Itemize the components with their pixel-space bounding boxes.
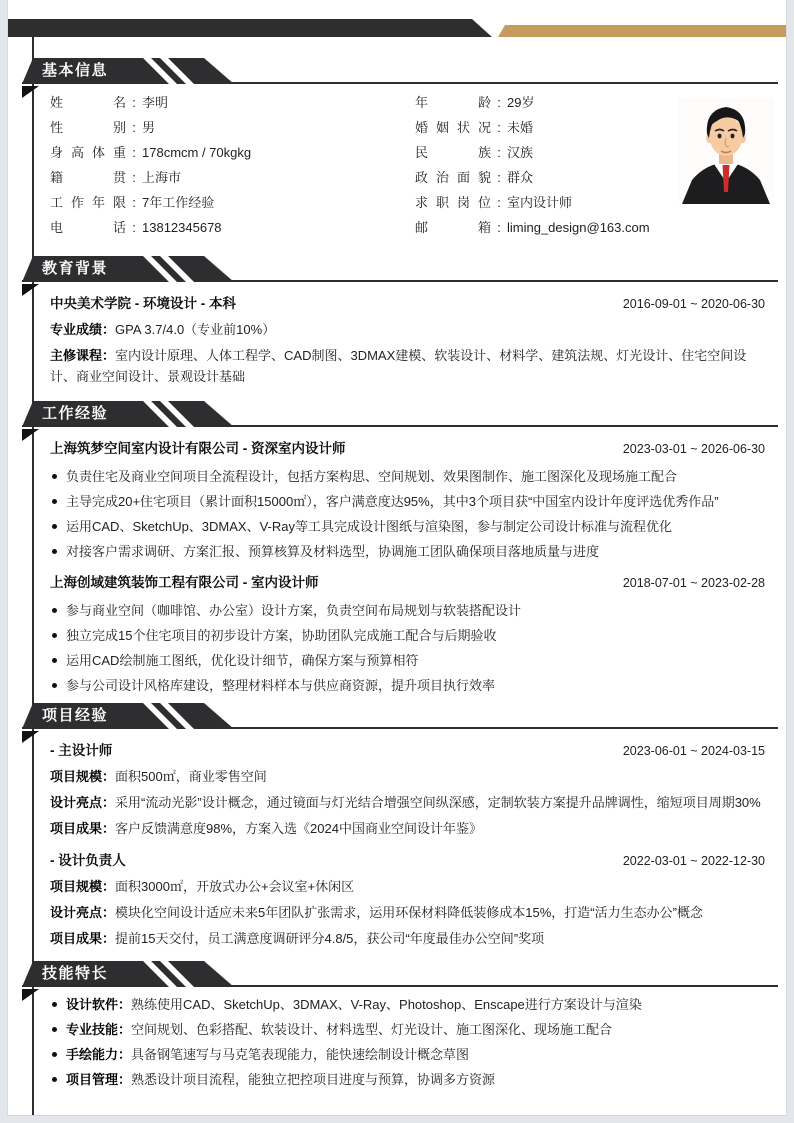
ribbon-fold (22, 284, 39, 296)
project-detail (50, 792, 765, 813)
field-label: 年龄 (415, 95, 491, 110)
skill-item (50, 1020, 765, 1039)
detail-label: 设计亮点： (50, 795, 116, 810)
project-detail (50, 818, 765, 839)
skill-label: 设计软件： (66, 997, 132, 1012)
basic-info-body (50, 90, 765, 240)
colon: : (132, 195, 136, 210)
job-bullet: 独立完成15个住宅项目的初步设计方案，协助团队完成施工配合与后期验收 (50, 626, 765, 645)
ribbon-fold (22, 989, 39, 1001)
job-bullet-list (50, 601, 765, 695)
education-entry (50, 294, 765, 314)
projects-body (50, 741, 765, 949)
detail-text: 客户反馈满意度98%，方案入选《2024中国商业空间设计年鉴》 (115, 821, 482, 836)
skill-label: 项目管理： (66, 1072, 132, 1087)
job-bullet: 运用CAD、SketchUp、3DMAX、V-Ray等工具完成设计图纸与渲染图，参与制定公司设计标准与流程优化 (50, 517, 765, 536)
basic-info-left-column (50, 90, 415, 240)
detail-label: 项目成果： (50, 821, 116, 836)
field-value: 178cmcm / 70kgkg (142, 145, 252, 160)
job-bullet: 对接客户需求调研、方案汇报、预算核算及材料选型，协调施工团队确保项目落地质量与进度 (50, 542, 765, 561)
section-badge (22, 401, 238, 427)
job-entry-header (50, 573, 765, 593)
field-label: 身高体重 (50, 145, 126, 160)
field-value: 上海市 (142, 170, 182, 185)
section-badge (22, 703, 238, 729)
section-header-education (22, 256, 778, 282)
detail-text: 模块化空间设计适应未来5年团队扩张需求，运用环保材料降低装修成本15%，打造“活力生态办公”概念 (115, 905, 703, 920)
section-title: 教育背景 (42, 260, 109, 277)
field-label: 政治面貌 (415, 170, 491, 185)
project-detail (50, 876, 765, 897)
ribbon-fold (22, 731, 39, 743)
section-basic-info (8, 58, 786, 240)
skill-item (50, 1070, 765, 1089)
info-row (50, 165, 415, 190)
field-value: 群众 (507, 170, 534, 185)
section-education (8, 256, 786, 387)
colon: : (132, 120, 136, 135)
top-bar-gold-segment (498, 25, 786, 37)
job-bullet-list (50, 467, 765, 561)
job-entry-header (50, 439, 765, 459)
date-range: 2023-03-01 ~ 2026-06-30 (622, 442, 765, 456)
field-value: 7年工作经验 (142, 195, 215, 210)
field-value: 男 (142, 120, 156, 135)
skill-label: 专业技能： (66, 1022, 132, 1037)
colon: : (132, 95, 136, 110)
project-role-line: - 设计负责人 (50, 853, 126, 868)
resume-page (7, 0, 787, 1116)
info-row (415, 215, 765, 240)
info-row (50, 90, 415, 115)
detail-text: 采用“流动光影”设计概念，通过镜面与灯光结合增强空间纵深感，定制软装方案提升品牌调性，缩短项目周期30% (115, 795, 761, 810)
skill-item (50, 995, 765, 1014)
detail-text: 室内设计原理、人体工程学、CAD制图、3DMAX建模、软装设计、材料学、建筑法规、灯光设计、住宅空间设计、商业空间设计、景观设计基础 (50, 348, 747, 384)
education-body (50, 294, 765, 387)
date-range: 2018-07-01 ~ 2023-02-28 (622, 576, 765, 590)
field-label: 求职岗位 (415, 195, 491, 210)
field-value: 李明 (142, 95, 169, 110)
company-line: 上海创域建筑装饰工程有限公司 - 室内设计师 (50, 575, 319, 590)
colon: : (132, 220, 136, 235)
colon: : (497, 120, 501, 135)
detail-text: 提前15天交付，员工满意度调研评分4.8/5，获公司“年度最佳办公空间”奖项 (115, 931, 545, 946)
project-detail (50, 928, 765, 949)
detail-label: 项目成果： (50, 931, 116, 946)
section-header-work (22, 401, 778, 427)
colon: : (497, 195, 501, 210)
top-bar-dark-segment (8, 19, 492, 37)
section-title: 项目经验 (42, 707, 109, 724)
info-row (50, 115, 415, 140)
section-badge (22, 256, 238, 282)
section-badge (22, 961, 238, 987)
job-bullet: 负责住宅及商业空间项目全流程设计，包括方案构思、空间规划、效果图制作、施工图深化及现场施工配合 (50, 467, 765, 486)
job-bullet: 运用CAD绘制施工图纸，优化设计细节，确保方案与预算相符 (50, 651, 765, 670)
skill-text: 熟悉设计项目流程，能独立把控项目进度与预算，协调多方资源 (131, 1072, 496, 1087)
skill-item (50, 1045, 765, 1064)
email-value: liming_design@163.com (507, 220, 650, 235)
left-vertical-rule (32, 37, 34, 1115)
field-value: 未婚 (507, 120, 534, 135)
work-body (50, 439, 765, 695)
field-label: 工作年限 (50, 195, 126, 210)
date-range: 2022-03-01 ~ 2022-12-30 (622, 854, 765, 868)
info-row (50, 140, 415, 165)
detail-text: 面积500㎡，商业零售空间 (115, 769, 267, 784)
section-badge (22, 58, 238, 84)
field-value: 29岁 (507, 95, 535, 110)
skills-body (50, 995, 765, 1089)
info-row (50, 190, 415, 215)
section-work (8, 401, 786, 695)
job-bullet: 参与商业空间（咖啡馆、办公室）设计方案，负责空间布局规划与软装搭配设计 (50, 601, 765, 620)
project-entry-header (50, 851, 765, 871)
section-title: 工作经验 (42, 405, 109, 422)
detail-text: 面积3000㎡，开放式办公+会议室+休闲区 (115, 879, 355, 894)
skill-text: 熟练使用CAD、SketchUp、3DMAX、V-Ray、Photoshop、Enscape进行方案设计与渲染 (131, 997, 642, 1012)
detail-text: GPA 3.7/4.0（专业前10%） (115, 322, 276, 337)
info-row (50, 215, 415, 240)
field-label: 籍贯 (50, 170, 126, 185)
job-bullet: 主导完成20+住宅项目（累计面积15000㎡），客户满意度达95%，其中3个项目获“中国室内设计年度评选优秀作品” (50, 492, 765, 511)
project-detail (50, 766, 765, 787)
detail-label: 项目规模： (50, 769, 116, 784)
skill-text: 空间规划、色彩搭配、软装设计、材料选型、灯光设计、施工图深化、现场施工配合 (131, 1022, 613, 1037)
project-entry-header (50, 741, 765, 761)
colon: : (497, 170, 501, 185)
skill-label: 手绘能力： (66, 1047, 132, 1062)
portrait-photo (678, 98, 774, 204)
school-line: 中央美术学院 - 环境设计 - 本科 (50, 296, 236, 311)
skill-text: 具备钢笔速写与马克笔表现能力，能快速绘制设计概念草图 (131, 1047, 470, 1062)
field-label: 邮箱 (415, 220, 491, 235)
education-detail (50, 319, 765, 340)
section-skills (8, 961, 786, 1089)
skills-list (50, 995, 765, 1089)
field-value: 汉族 (507, 145, 534, 160)
detail-label: 项目规模： (50, 879, 116, 894)
project-detail (50, 902, 765, 923)
colon: : (497, 145, 501, 160)
colon: : (132, 145, 136, 160)
section-title: 基本信息 (42, 62, 109, 79)
colon: : (132, 170, 136, 185)
field-label: 姓名 (50, 95, 126, 110)
date-range: 2023-06-01 ~ 2024-03-15 (622, 744, 765, 758)
section-header-basic-info (22, 58, 778, 84)
colon: : (497, 95, 501, 110)
date-range: 2016-09-01 ~ 2020-06-30 (622, 297, 765, 311)
ribbon-fold (22, 429, 39, 441)
field-label: 性别 (50, 120, 126, 135)
education-detail (50, 345, 765, 387)
ribbon-fold (22, 86, 39, 98)
field-label: 婚姻状况 (415, 120, 491, 135)
section-projects (8, 703, 786, 949)
section-title: 技能特长 (42, 965, 109, 982)
portrait-illustration (678, 98, 774, 204)
job-bullet: 参与公司设计风格库建设，整理材料样本与供应商资源，提升项目执行效率 (50, 676, 765, 695)
field-label: 电话 (50, 220, 126, 235)
section-header-projects (22, 703, 778, 729)
detail-label: 设计亮点： (50, 905, 116, 920)
field-value: 室内设计师 (507, 195, 573, 210)
colon: : (497, 220, 501, 235)
company-line: 上海筑梦空间室内设计有限公司 - 资深室内设计师 (50, 441, 346, 456)
section-header-skills (22, 961, 778, 987)
phone-value: 13812345678 (142, 220, 222, 235)
top-decorative-bar (8, 19, 786, 37)
project-role-line: - 主设计师 (50, 743, 113, 758)
detail-label: 专业成绩： (50, 322, 116, 337)
detail-label: 主修课程： (50, 348, 116, 363)
field-label: 民族 (415, 145, 491, 160)
